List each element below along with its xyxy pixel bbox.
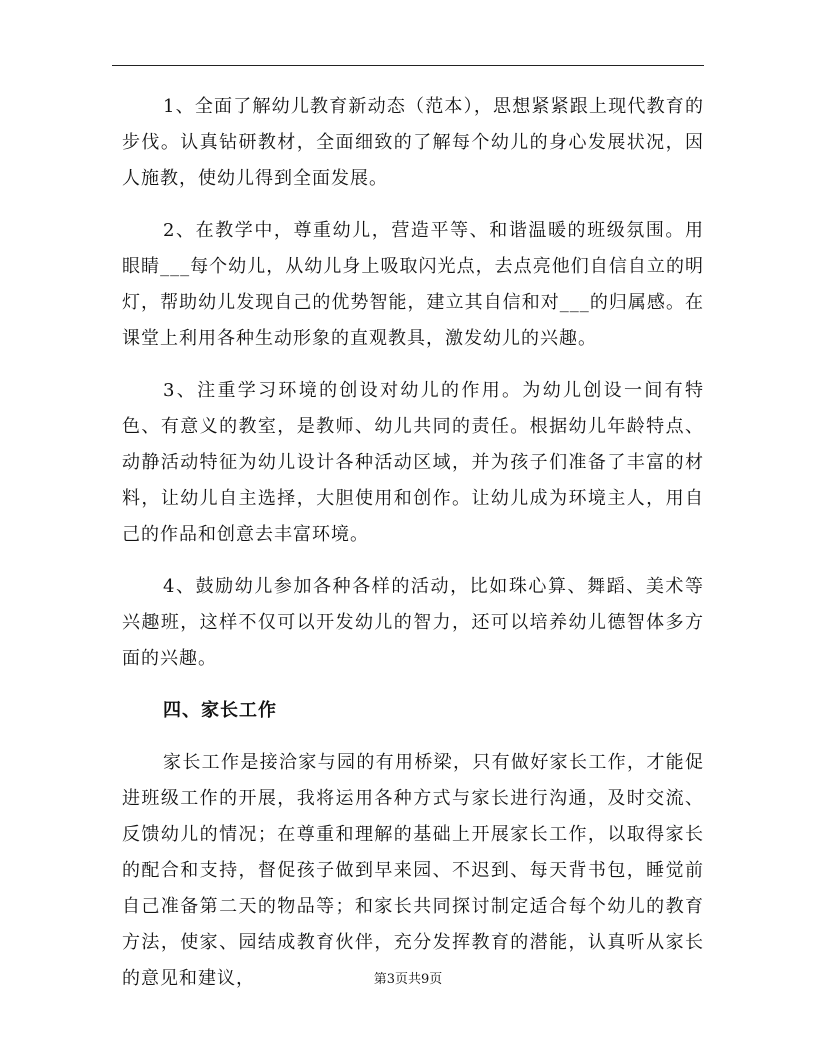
header-rule [112,65,704,66]
paragraph-3: 3、注重学习环境的创设对幼儿的作用。为幼儿创设一间有特色、有意义的教室，是教师、幼儿共同的责任。根据幼儿年龄特点、动静活动特征为幼儿设计各种活动区域，并为孩子们准备了丰富的材料，让幼儿自主选择，大胆使用和创作。让幼儿成为环境主人，用自己的作品和创意去丰富环境。 [122,380,704,545]
paragraph-4: 4、鼓励幼儿参加各种各样的活动，比如珠心算、舞蹈、美术等兴趣班，这样不仅可以开发幼儿的智力，还可以培养幼儿德智体多方面的兴趣。 [122,576,704,669]
section-paragraph: 家长工作是接洽家与园的有用桥梁，只有做好家长工作，才能促进班级工作的开展，我将运用各种方式与家长进行沟通，及时交流、反馈幼儿的情况；在尊重和理解的基础上开展家长工作，以取得家长的配合和支持，督促孩子做到早来园、不迟到、每天背书包，睡觉前自己准备第二天的物品等；和家长共同探讨制定适合每个幼儿的教育方法，使家、园结成教育伙伴，充分发挥教育的潜能，认真听从家长的意见和建议， [122,752,704,989]
paragraph-1: 1、全面了解幼儿教育新动态（范本），思想紧紧跟上现代教育的步伐。认真钻研教材，全面细致的了解每个幼儿的身心发展状况，因人施教，使幼儿得到全面发展。 [122,96,704,189]
paragraph-2: 2、在教学中，尊重幼儿，营造平等、和谐温暖的班级氛围。用眼睛___每个幼儿，从幼儿身上吸取闪光点，去点亮他们自信自立的明灯，帮助幼儿发现自己的优势智能，建立其自信和对___的归属感。在课堂上利用各种生动形象的直观教具，激发幼儿的兴趣。 [122,220,704,349]
page-number: 第3页共9页 [373,972,443,987]
section-heading: 四、家长工作 [163,700,277,721]
document-body [122,89,704,1013]
